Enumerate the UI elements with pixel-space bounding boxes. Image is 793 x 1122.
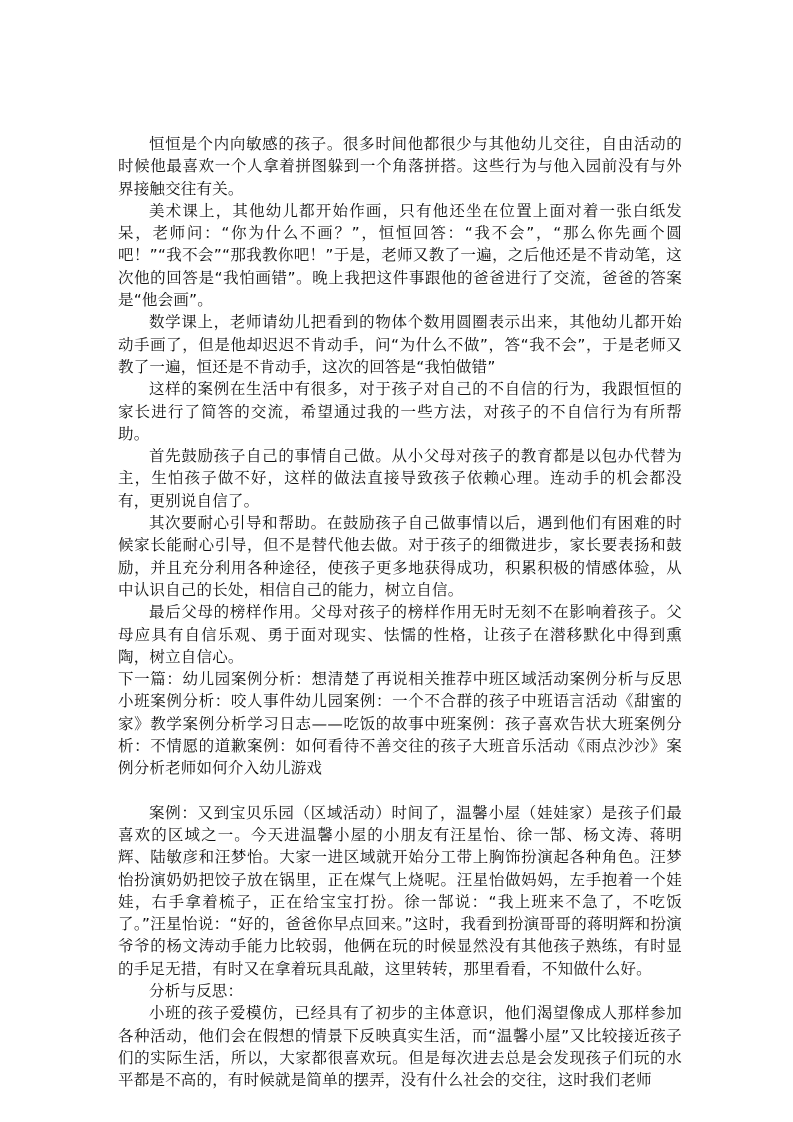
paragraph-analysis-heading: 分析与反思： <box>149 981 244 1000</box>
paragraph-math-class: 数学课上，老师请幼儿把看到的物体个数用圆圈表示出来，其他幼儿都开始动手画了，但是他却迟迟不肯动手，问“为什么不做”，答“我不会”，于是老师又教了一遍，恒还是不肯动手，这次的回答是“我怕做错” <box>118 313 682 376</box>
paragraph-third-method: 最后父母的榜样作用。父母对孩子的榜样作用无时无刻不在影响着孩子。父母应具有自信乐观、勇于面对现实、怯懦的性格，让孩子在潜移默化中得到熏陶，树立自信心。 <box>118 603 682 666</box>
paragraph-art-class: 美术课上，其他幼儿都开始作画，只有他还坐在位置上面对着一张白纸发呆，老师问：“你为什么不画？”，恒恒回答：“我不会”，“那么你先画个圆吧！”“我不会”“那我教你吧！”于是，老师又教了一遍，之后他还是不肯动笔，这次他的回答是“我怕画错”。晚上我把这件事跟他的爸爸进行了交流，爸爸的答案是“他会画”。 <box>118 201 682 310</box>
paragraph-parent-communication: 这样的案例在生活中有很多，对于孩子对自己的不自信的行为，我跟恒恒的家长进行了简答的交流，希望通过我的一些方法，对孩子的不自信行为有所帮助。 <box>118 380 682 443</box>
section-spacer <box>118 780 682 802</box>
paragraph-second-method: 其次要耐心引导和帮助。在鼓励孩子自己做事情以后，遇到他们有困难的时候家长能耐心引导，但不是替代他去做。对于孩子的细微进步，家长要表扬和鼓励，并且充分利用各种途径，使孩子更多地获得成功，积累积极的情感体验，从中认识自己的长处，相信自己的能力，树立自信。 <box>118 514 682 599</box>
related-links: 下一篇：幼儿园案例分析：想清楚了再说相关推荐中班区域活动案例分析与反思小班案例分析：咬人事件幼儿园案例：一个不合群的孩子中班语言活动《甜蜜的家》教学案例分析学习日志——吃饭的故事中班案例：孩子喜欢告状大班案例分析：不情愿的道歉案例：如何看待不善交往的孩子大班音乐活动《雨点沙沙》案例分析老师如何介入幼儿游戏 <box>118 670 682 778</box>
paragraph-case: 案例：又到宝贝乐园（区域活动）时间了，温馨小屋（娃娃家）是孩子们最喜欢的区域之一。今天进温馨小屋的小朋友有汪星怡、徐一郜、杨文涛、蒋明辉、陆敏彦和汪梦怡。大家一进区域就开始分工带上胸饰扮演起各种角色。汪梦怡扮演奶奶把饺子放在锅里，正在煤气上烧呢。汪星怡做妈妈，左手抱着一个娃娃，右手拿着梳子，正在给宝宝打扮。徐一郜说：“我上班来不急了，不吃饭了。”汪星怡说：“好的，爸爸你早点回来。”这时，我看到扮演哥哥的蒋明辉和扮演爷爷的杨文涛动手能力比较弱，他俩在玩的时候显然没有其他孩子熟练，有时显的手足无措，有时又在拿着玩具乱敲，这里转转，那里看看，不知做什么好。 <box>118 803 682 978</box>
paragraph-analysis: 小班的孩子爱模仿，已经具有了初步的主体意识，他们渴望像成人那样参加各种活动，他们会在假想的情景下反映真实生活，而“温馨小屋”又比较接近孩子们的实际生活，所以，大家都很喜欢玩。但是每次进去总是会发现孩子们玩的水平都是不高的，有时候就是简单的摆弄，没有什么社会的交往，这时我们老师 <box>118 1004 682 1090</box>
paragraph-intro: 恒恒是个内向敏感的孩子。很多时间他都很少与其他幼儿交往，自由活动的时候他最喜欢一个人拿着拼图躲到一个角落拼搭。这些行为与他入园前没有与外界接触交往有关。 <box>118 135 682 198</box>
document-body <box>118 133 682 1091</box>
paragraph-first-method: 首先鼓励孩子自己的事情自己做。从小父母对孩子的教育都是以包办代替为主，生怕孩子做不好，这样的做法直接导致孩子依赖心理。连动手的机会都没有，更别说自信了。 <box>118 447 682 510</box>
